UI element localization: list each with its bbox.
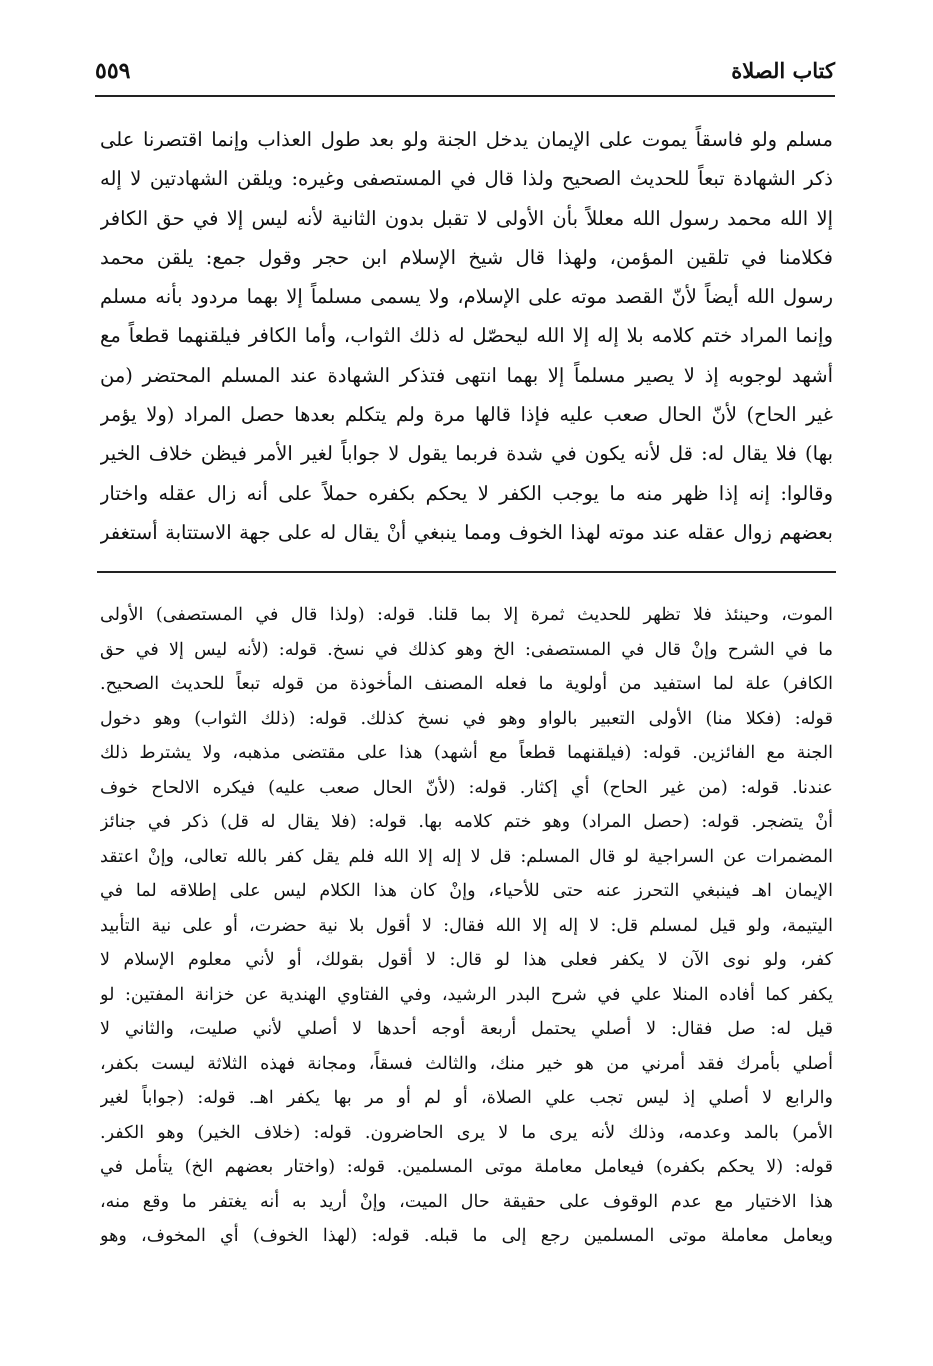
main-text-line: أشهد لوجوبه إذ لا يصير مسلماً إلا بهما انتهى فتذكر الشهادة عند المسلم المحتضر (من bbox=[100, 363, 833, 387]
commentary-line: والرابع لا أصلي إذ ليس تجب علي الصلاة، أو لم أو مر بها يكفر اهـ. قوله: (جواباً لغير bbox=[100, 1088, 833, 1108]
commentary-line: الأمر) بالمد وعدمه، وذلك لأنه يرى ما لا يرى الحاضرون. قوله: (خلاف الخير) وهو الكفر. bbox=[100, 1122, 833, 1143]
commentary-line: الموت، وحينئذ فلا تظهر للحديث ثمرة إلا بما قلنا. قوله: (ولذا قال في المستصفى) الأولى bbox=[100, 605, 833, 625]
commentary-line: المضمرات عن السراجية لو قال المسلم: قل لا إله إلا الله فلم يقل كفر بالله تعالى، وإنْ اعتقد bbox=[100, 846, 833, 867]
header-divider bbox=[95, 95, 835, 97]
main-text-line: فكلامنا في تلقين المؤمن، ولهذا قال شيخ الإسلام ابن حجر وقول جمع: يلقن محمد bbox=[100, 245, 833, 269]
commentary-block bbox=[100, 598, 833, 1254]
commentary-line: يكفر كما أفاده المنلا علي في شرح البدر الرشيد، وفي الفتاوي الهندية عن خزانة المفتين: لو bbox=[100, 984, 833, 1005]
main-text-line: بها) فلا يقال له: قل لأنه يكون في شدة فربما يقول لا جواباً لغير الأمر فيظن خلاف الخير bbox=[100, 442, 833, 466]
main-text-line: بعضهم زوال عقله عند موته لهذا الخوف ومما ينبغي أنْ يقال له على جهة الاستتابة أستغفر bbox=[100, 520, 833, 544]
commentary-line: قوله: (فكلا منا) الأولى التعبير بالواو وهو في نسخ كذلك. قوله: (ذلك الثواب) وهو دخول bbox=[100, 708, 833, 729]
main-text-line: ذكر الشهادة تبعاً للحديث الصحيح ولذا قال في المستصفى وغيره: ويلقن الشهادتين لا إله bbox=[100, 167, 833, 191]
commentary-line: عندنا. قوله: (من غير الحاح) أي إكثار. قوله: (لأنّ الحال صعب عليه) فيكره الالحاح خوف bbox=[100, 777, 833, 798]
main-text-line: مسلم ولو فاسقاً يموت على الإيمان يدخل الجنة ولو بعد طول العذاب وإنما اقتصرنا على bbox=[100, 128, 833, 151]
section-divider bbox=[97, 571, 836, 573]
main-text-line: وقالوا: إنه إذا ظهر منه ما يوجب الكفر لا يحكم بكفره حملاً على أنه زال عقله واختار bbox=[100, 481, 833, 505]
page-header bbox=[95, 52, 835, 92]
main-text-block bbox=[100, 120, 833, 552]
commentary-line: أصلي بأمرك فقد أمرني من هو خير منك، والثالث فسقاً، ومجانة فهذه الثلاثة ليست بكفر، bbox=[100, 1053, 833, 1074]
commentary-line: الإيمان اهـ فينبغي التحرز عنه حتى للأحياء، وإنْ كان هذا الكلام ليس على إطلاقه لما في bbox=[100, 881, 833, 901]
commentary-line: ويعامل معاملة موتى المسلمين رجع إلى ما قبله. قوله: (لهذا الخوف) أي المخوف، وهو bbox=[100, 1226, 833, 1246]
main-text-line: رسول الله أيضاً لأنّ القصد موته على الإسلام، ولا يسمى مسلماً إلا بهما مردود بأنه مسلم bbox=[100, 285, 833, 309]
page-number: ٥٥٩ bbox=[95, 58, 131, 84]
commentary-line: اليتيمة، ولو قيل لمسلم قل: لا إله إلا الله فقال: لا أقول بلا نية حضرت، أو على نية التأبيد bbox=[100, 915, 833, 936]
running-title: كتاب الصلاة bbox=[731, 58, 835, 83]
commentary-line: كفر، ولو نوى الآن لا يكفر فعلى هذا لو قال: لا أقول بقولك، أو لأني معلوم الإسلام لا bbox=[100, 950, 833, 970]
commentary-line: ما في الشرح وإنْ قال في المستصفى: الخ وهو كذلك في نسخ. قوله: (لأنه ليس إلا في حق bbox=[100, 639, 833, 660]
main-text-line: غير الحاح) لأنّ الحال صعب عليه فإذا قالها مرة ولم يتكلم بعدها حصل المراد (ولا يؤمر bbox=[100, 403, 833, 427]
commentary-line: قيل له: صل فقال: لا أصلي يحتمل أربعة أوجه أحدها لا أصلي لأني صليت، والثاني لا bbox=[100, 1019, 833, 1039]
commentary-line: هذا الاختيار مع عدم الوقوف على حقيقة حال الميت، وإنْ أريد به أنه يغتفر ما وقع منه، bbox=[100, 1191, 833, 1212]
commentary-line: الكافر) علة لما استفيد من أولوية ما فعله المصنف المأخوذة من قوله تبعاً للحديث الصحيح. bbox=[100, 674, 833, 694]
commentary-line: الجنة مع الفائزين. قوله: (فيلقنهما قطعاً مع أشهد) هذا على مقتضى مذهبه، ولا يشترط ذلك bbox=[100, 743, 833, 763]
commentary-line: أنْ يتضجر. قوله: (حصل المراد) وهو ختم كلامه بها. قوله: (فلا يقال له قل) ذكر في جنائز bbox=[100, 812, 833, 832]
main-text-line: وإنما المراد ختم كلامه بلا إله إلا الله ليحصّل له ذلك الثواب، وأما الكافر فيلقنهما قطعاً مع bbox=[100, 324, 833, 348]
main-text-line: إلا الله محمد رسول الله معللاً بأن الأولى لا تقبل بدون الثانية لأنه ليس إلا في حق الكافر bbox=[100, 206, 833, 230]
commentary-line: قوله: (لا يحكم بكفره) فيعامل معاملة موتى المسلمين. قوله: (واختار بعضهم الخ) يتأمل في bbox=[100, 1157, 833, 1177]
